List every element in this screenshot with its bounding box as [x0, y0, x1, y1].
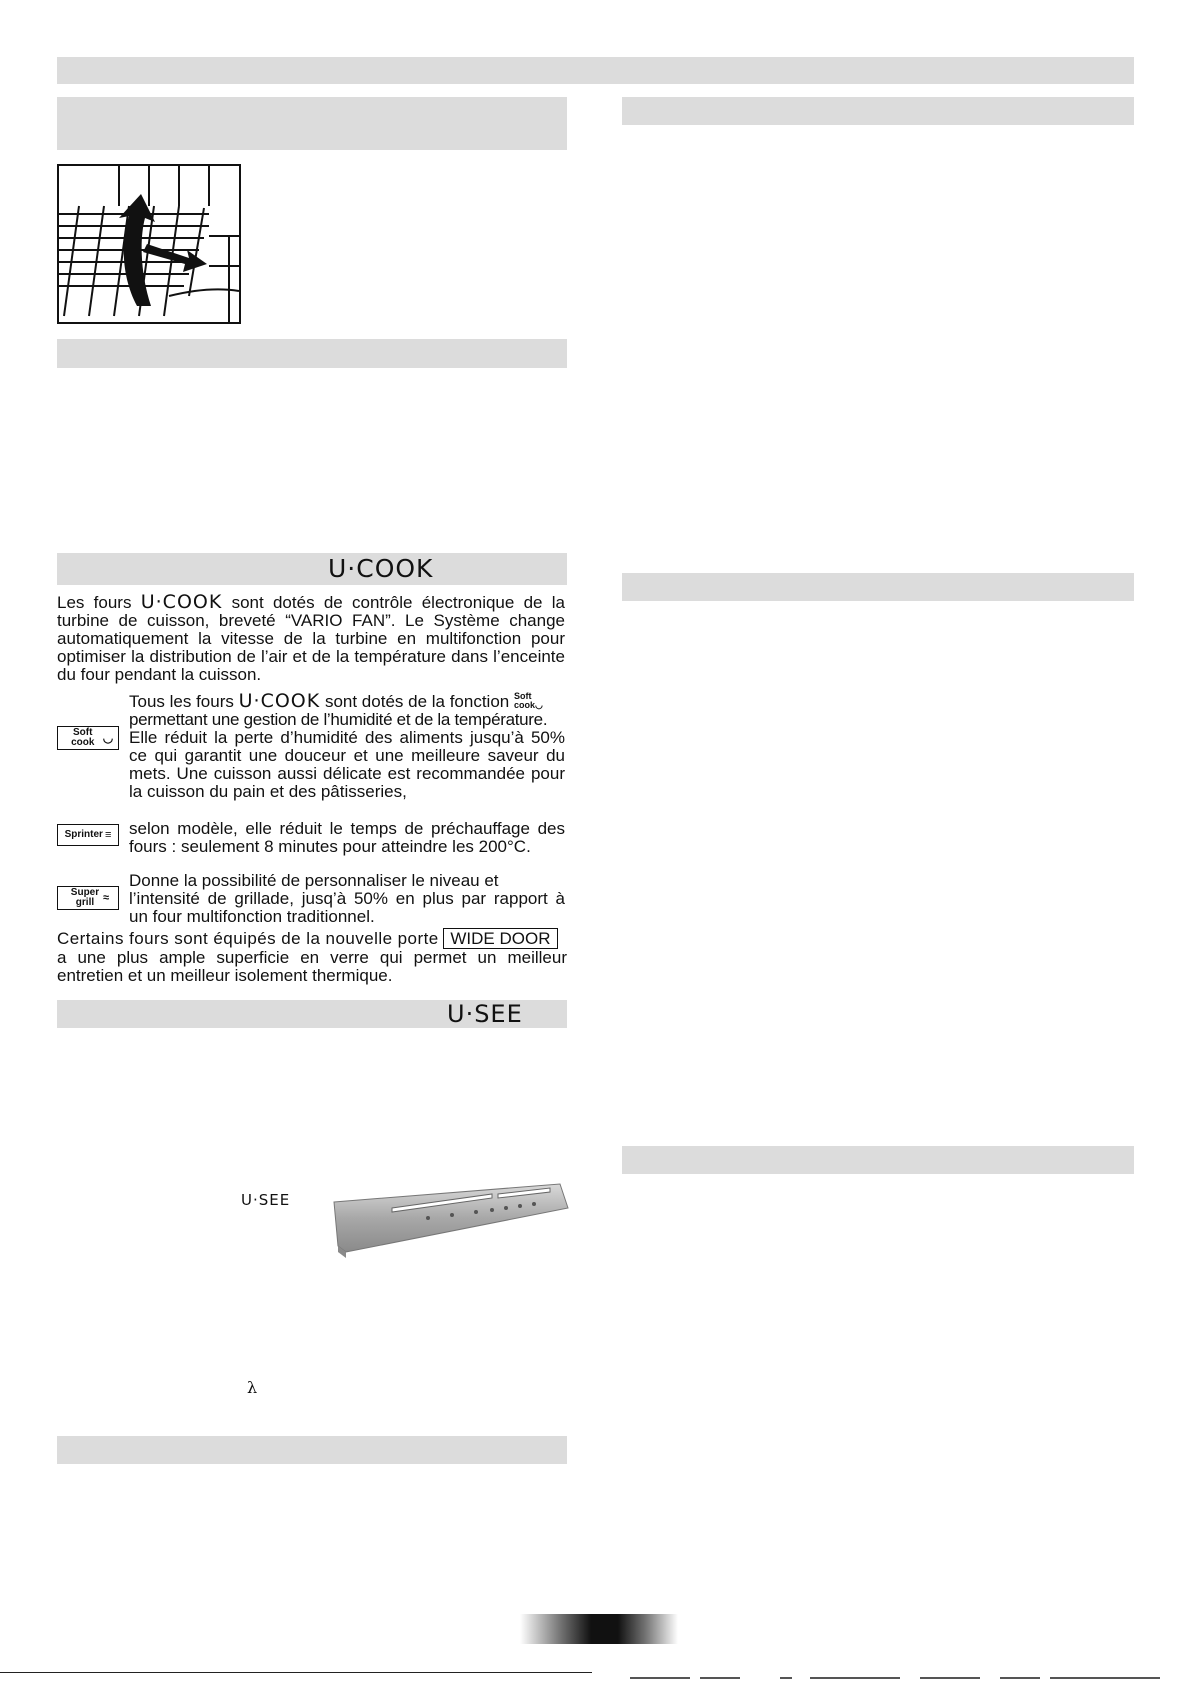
- sprinter-badge-label: Sprinter: [64, 829, 103, 840]
- pot-icon: ◡: [102, 731, 114, 745]
- grill-waves-icon: ≈: [102, 892, 110, 904]
- page-number-tab: [520, 1614, 678, 1644]
- ucook-intro-line: du four pendant la cuisson.: [57, 665, 262, 684]
- ucook-intro-logo: U·COOK: [140, 591, 223, 613]
- supergrill-line: Donne la possibilité de personnaliser le niveau et: [129, 871, 499, 890]
- ucook-heading-logo: U·COOK: [328, 554, 434, 583]
- softcook-line: la cuisson du pain et des pâtisseries,: [129, 782, 407, 801]
- softcook-lead-line: [129, 692, 569, 711]
- wide-door-label: WIDE DOOR: [443, 928, 557, 949]
- ucook-intro-first-line: [57, 593, 565, 612]
- oven-air-deflector-illustration: [332, 1182, 570, 1258]
- supergrill-line: un four multifonction traditionnel.: [129, 907, 375, 926]
- ucook-intro-line: optimiser la distribution de l’air et de la température dans l’enceinte: [57, 647, 565, 666]
- softcook-lead-part1: Tous les fours: [129, 692, 234, 711]
- softcook-small-icon: Soft cook◡: [513, 691, 543, 710]
- widedoor-line: a une plus ample superficie en verre qui permet un meilleur: [57, 948, 567, 967]
- section-bar-right-3: [622, 1146, 1134, 1174]
- softcook-badge-label: Soft cook: [71, 727, 95, 748]
- ucook-intro-line: automatiquement la vitesse de la turbine en multifonction pour: [57, 629, 565, 648]
- sprinter-badge: [57, 824, 119, 846]
- section-bar-top-left: [57, 97, 567, 150]
- oven-rack-removal-illustration: [57, 164, 241, 324]
- softcook-line: permettant une gestion de l’humidité et de la température.: [129, 710, 548, 729]
- widedoor-line: entretien et un meilleur isolement thermique.: [57, 966, 393, 985]
- softcook-line: ce qui garantit une douceur et une meilleure saveur du: [129, 746, 565, 765]
- section-bar-right-2: [622, 573, 1134, 601]
- usee-heading-logo: U·SEE: [447, 1000, 523, 1028]
- supergrill-badge: [57, 886, 119, 910]
- bottom-rule: [0, 1672, 592, 1673]
- softcook-lead-part2: sont dotés de la fonction: [324, 692, 510, 711]
- ucook-intro-part1: Les fours: [57, 593, 132, 612]
- ucook-intro-line: turbine de cuisson, breveté “VARIO FAN”. Le Système change: [57, 611, 565, 630]
- speed-lines-icon: ≡: [104, 829, 112, 841]
- section-bar-left-2: [57, 339, 567, 368]
- ucook-intro-part2: sont dotés de contrôle électronique de la: [231, 593, 565, 612]
- supergrill-line: l’intensité de grillade, jusq’à 50% en plus par rapport à: [129, 889, 565, 908]
- supergrill-badge-label: Super grill: [70, 887, 100, 908]
- softcook-line: mets. Une cuisson aussi délicate est recommandée pour: [129, 764, 565, 783]
- usee-inline-logo: U·SEE: [241, 1191, 291, 1209]
- softcook-lead-logo: U·COOK: [238, 690, 321, 712]
- air-deflector-icon: [332, 1182, 570, 1258]
- softcook-line: Elle réduit la perte d’humidité des aliments jusqu’à 50%: [129, 728, 565, 747]
- sprinter-line: fours : seulement 8 minutes pour atteindre les 200°C.: [129, 837, 531, 856]
- section-bar-right-1: [622, 97, 1134, 125]
- softcook-badge: [57, 726, 119, 750]
- bottom-scan-artifact: [630, 1668, 1170, 1674]
- widedoor-first-line: [57, 930, 577, 948]
- sprinter-line: selon modèle, elle réduit le temps de préchauffage des: [129, 819, 565, 838]
- lambda-symbol: λ: [247, 1378, 258, 1397]
- widedoor-part1: Certains fours sont équipés de la nouvelle porte: [57, 929, 439, 948]
- ucook-section-bar: [57, 553, 567, 585]
- page-header-bar: [57, 57, 1134, 84]
- oven-rack-icon: [59, 166, 239, 322]
- section-bar-bottom-left: [57, 1436, 567, 1464]
